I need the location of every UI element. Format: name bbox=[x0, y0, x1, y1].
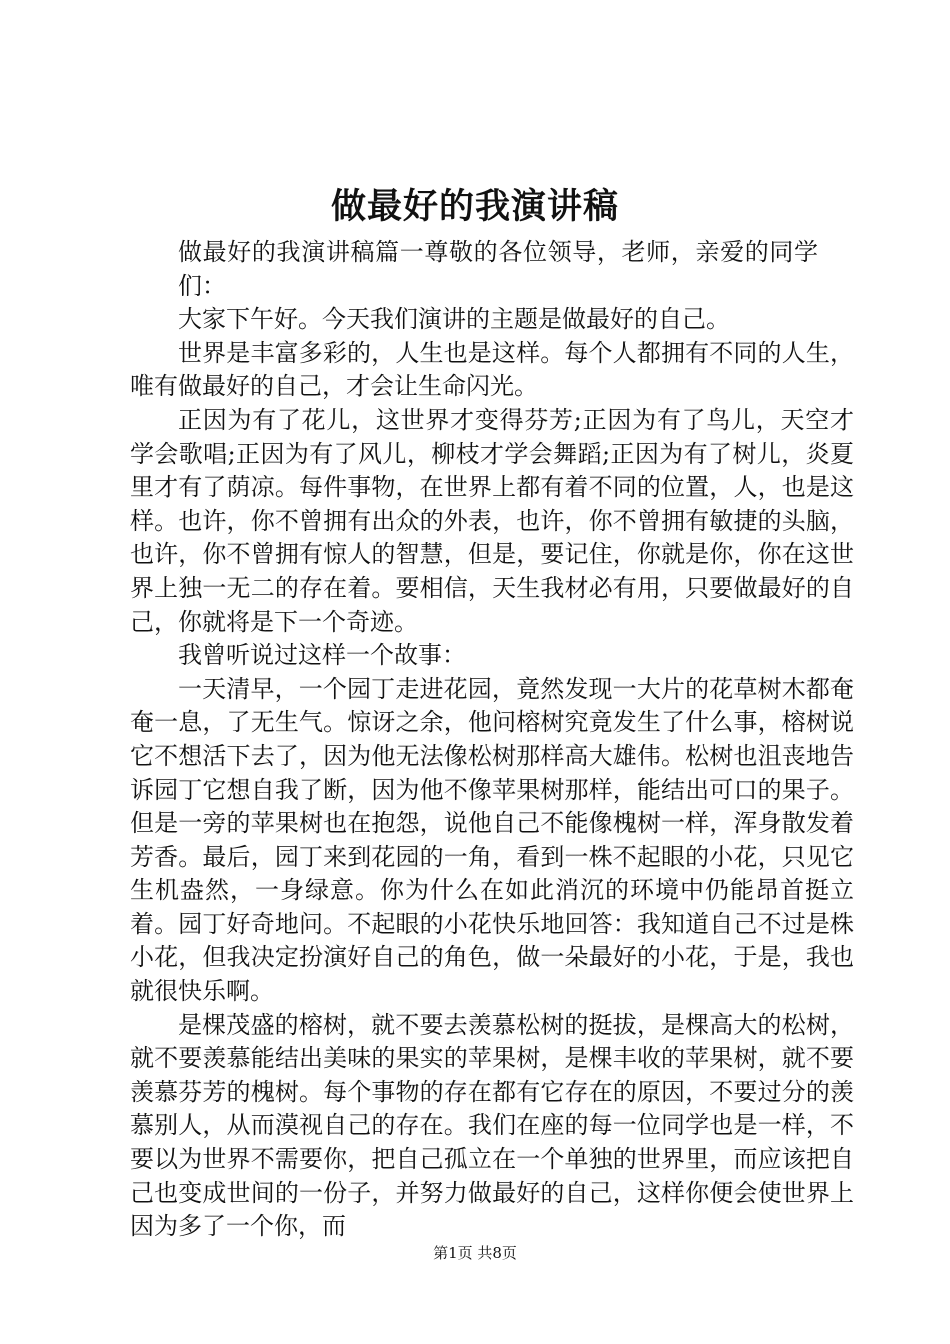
paragraph: 我曾听说过这样一个故事： bbox=[178, 641, 466, 670]
paragraph-greeting: 做最好的我演讲稿篇一尊敬的各位领导，老师，亲爱的同学们： bbox=[178, 238, 818, 300]
paragraph-story: 一天清早，一个园丁走进花园，竟然发现一大片的花草树木都奄奄一息，了无生气。惊讶之余，他问榕树究竟发生了什么事，榕树说它不想活下去了，因为他无法像松树那样高大雄伟。松树也沮丧地告诉园丁它想自我了断，因为他不像苹果树那样，能结出可口的果子。但是一旁的苹果树也在抱怨，说他自己不能像槐树一样，浑身散发着芳香。最后，园丁来到花园的一角，看到一株不起眼的小花，只见它生机盎然，一身绿意。你为什么在如此消沉的环境中仍能昂首挺立着。园丁好奇地问。不起眼的小花快乐地回答：我知道自己不过是株小花，但我决定扮演好自己的角色，做一朵最好的小花，于是，我也就很快乐啊。 bbox=[130, 674, 854, 1006]
paragraph-opening: 大家下午好。今天我们演讲的主题是做最好的自己。 bbox=[178, 305, 730, 334]
paragraph: 世界是丰富多彩的，人生也是这样。每个人都拥有不同的人生，唯有做最好的自己，才会让生命闪光。 bbox=[130, 338, 854, 401]
page-number-footer: 第1页 共8页 bbox=[433, 1244, 517, 1262]
paragraph: 是棵茂盛的榕树，就不要去羡慕松树的挺拔，是棵高大的松树，就不要羡慕能结出美味的果实的苹果树，是棵丰收的苹果树，就不要羡慕芬芳的槐树。每个事物的存在都有它存在的原因，不要过分的羡慕别人，从而漠视自己的存在。我们在座的每一位同学也是一样，不要以为世界不需要你，把自己孤立在一个单独的世界里，而应该把自己也变成世间的一份子，并努力做最好的自己，这样你便会使世界上因为多了一个你，而 bbox=[130, 1010, 854, 1241]
document-body bbox=[130, 236, 854, 1244]
paragraph: 正因为有了花儿，这世界才变得芬芳;正因为有了鸟儿，天空才学会歌唱;正因为有了风儿，柳枝才学会舞蹈;正因为有了树儿，炎夏里才有了荫凉。每件事物，在世界上都有着不同的位置，人，也是这样。也许，你不曾拥有出众的外表，也许，你不曾拥有敏捷的头脑，也许，你不曾拥有惊人的智慧，但是，要记住，你就是你，你在这世界上独一无二的存在着。要相信，天生我材必有用，只要做最好的自己，你就将是下一个奇迹。 bbox=[130, 405, 854, 636]
document-title: 做最好的我演讲稿 bbox=[330, 186, 619, 227]
